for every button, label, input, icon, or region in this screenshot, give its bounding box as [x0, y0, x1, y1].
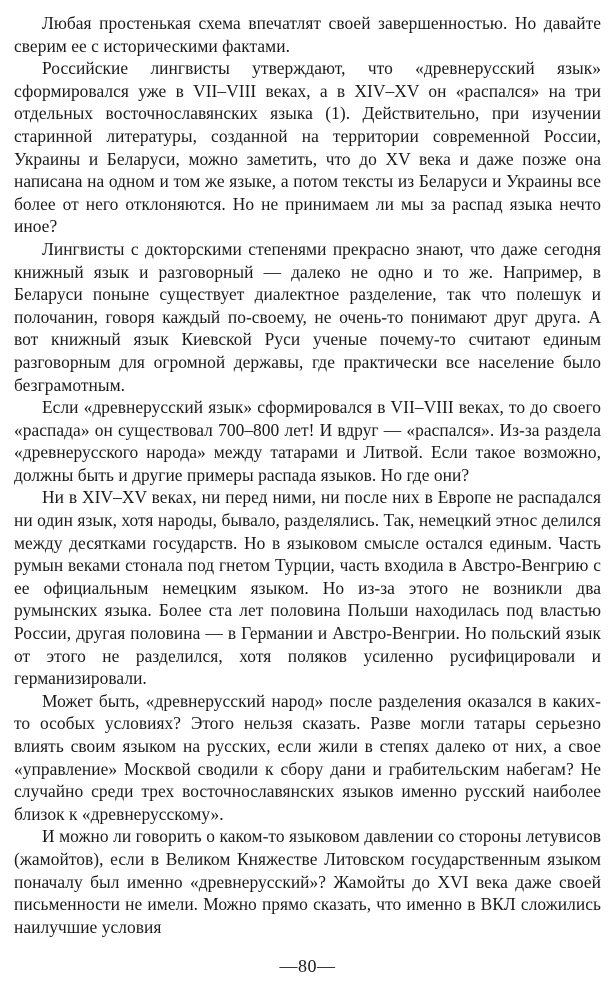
paragraph: Любая простенькая схема впечатлят своей завершенностью. Но давайте сверим ее с историческими фактами.	[14, 13, 601, 56]
paragraph: Российские лингвисты утверждают, что «древнерусский язык» сформировался уже в VII–VIII веках, а в XIV–XV он «распался» на три отдельных восточнославянских языка (1). Действительно, при изучении старинной литературы, созданной на территории современной России, Украины и Беларуси, можно заметить, что до XV века и даже позже она написана на одном и том же языке, а потом тексты из Беларуси и Украины все более от него отклоняются. Но не принимаем ли мы за распад языка нечто иное?	[14, 58, 601, 237]
paragraph: Если «древнерусский язык» сформировался в VII–VIII веках, то до своего «распада» он существовал 700–800 лет! И вдруг — «распался». Из-за раздела «древнерусского народа» между татарами и Литвой. Если такое возможно, должны быть и другие примеры распада языков. Но где они?	[14, 397, 601, 485]
paragraph: Ни в XIV–XV веках, ни перед ними, ни после них в Европе не распадался ни один язык, хотя народы, бывало, разделялись. Так, немецкий этнос делился между десятками государств. Но в языковом смысле остался единым. Часть румын веками стонала под гнетом Турции, часть входила в Австро-Венгрию с ее официальным немецким языком. Но из-за этого не возникли два румынских языка. Более ста лет половина Польши находилась под властью России, другая половина — в Германии и Австро-Венгрии. Но польский язык от этого не разделился, хотя поляков усиленно русифицировали и германизировали.	[14, 487, 601, 689]
paragraph: И можно ли говорить о каком-то языковом давлении со стороны летувисов (жамойтов), если в Великом Княжестве Литовском государственным языком поначалу был именно «древнерусский»? Жамойты до XVI века даже своей письменности не имели. Можно прямо сказать, что именно в ВКЛ сложились наилучшие условия	[14, 826, 601, 937]
paragraph: Может быть, «древнерусский народ» после разделения оказался в каких-то особых условиях? Этого нельзя сказать. Разве могли татары серьезно влиять своим языком на русских, если жили в степях далеко от них, а свое «управление» Москвой сводили к сбору дани и грабительским набегам? Не случайно среди трех восточнославянских языков именно русский наиболее близок к «древнерусскому».	[14, 690, 601, 824]
page-text	[14, 12, 601, 938]
page-number: —80—	[279, 956, 336, 976]
paragraph: Лингвисты с докторскими степенями прекрасно знают, что даже сегодня книжный язык и разговорный — далеко не одно и то же. Например, в Беларуси поныне существует диалектное разделение, так что полешук и полочанин, говоря каждый по-своему, не очень-то понимают друг друга. А вот книжный язык Киевской Руси ученые почему-то считают единым разговорным для огромной державы, где практически все население было безграмотным.	[14, 238, 601, 395]
